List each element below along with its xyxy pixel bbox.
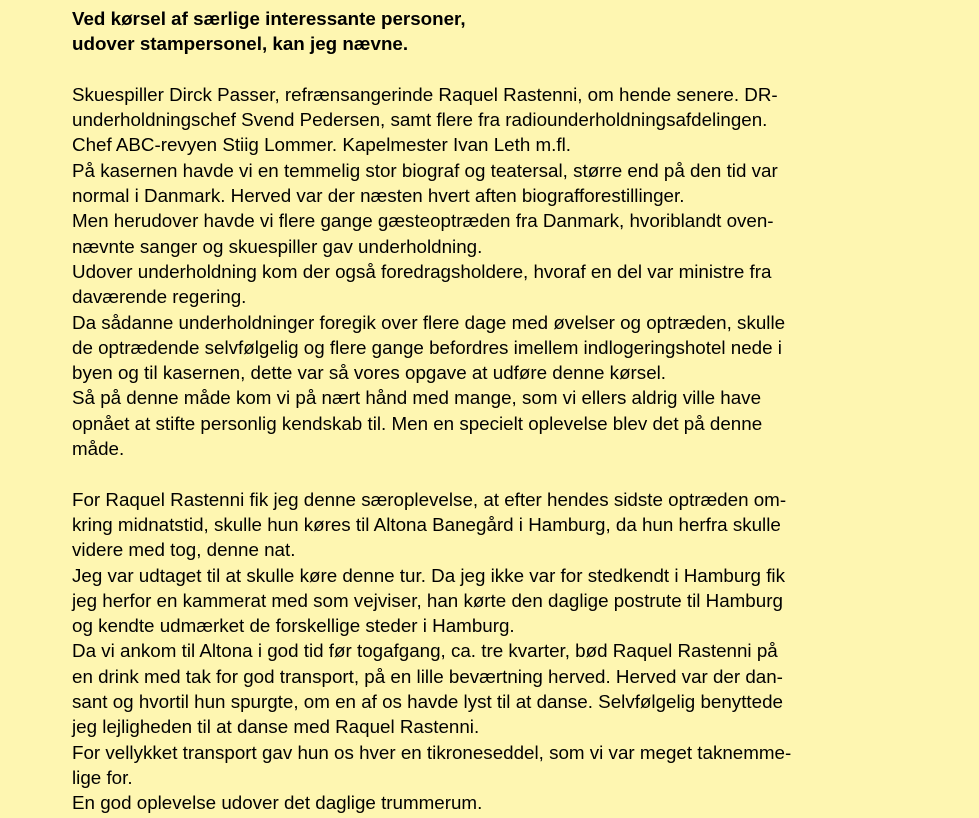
text-line: de optrædende selvfølgelig og flere gange befordres imellem indlogeringshotel nede i <box>72 336 782 358</box>
text-line: Så på denne måde kom vi på nært hånd med mange, som vi ellers aldrig ville have <box>72 387 762 409</box>
text-line: byen og til kasernen, dette var så vores opgave at udføre denne kørsel. <box>72 362 667 384</box>
text-line: Da vi ankom til Altona i god tid før togafgang, ca. tre kvarter, bød Raquel Rastenni på <box>72 640 778 662</box>
text-line: opnået at stifte personlig kendskab til. Men en specielt oplevelse blev det på denne <box>72 412 763 434</box>
text-line: For vellykket transport gav hun os hver en tikroneseddel, som vi var meget taknemme- <box>72 741 792 763</box>
heading-line: Ved kørsel af særlige interessante personer, <box>72 8 466 29</box>
document-heading <box>72 6 929 57</box>
text-line: og kendte udmærket de forskellige steder i Hamburg. <box>72 615 515 637</box>
text-line: Jeg var udtaget til at skulle køre denne tur. Da jeg ikke var for stedkendt i Hamburg fik <box>72 564 785 586</box>
text-line: daværende regering. <box>72 286 247 308</box>
text-line: en drink med tak for god transport, på en lille beværtning herved. Herved var der dan- <box>72 665 783 687</box>
text-line: En god oplevelse udover det daglige trummerum. <box>72 792 483 814</box>
blank-line <box>72 57 929 82</box>
paragraph-2 <box>72 487 929 816</box>
text-line: Men herudover havde vi flere gange gæsteoptræden fra Danmark, hvoriblandt oven- <box>72 210 774 232</box>
text-line: Da sådanne underholdninger foregik over flere dage med øvelser og optræden, skulle <box>72 311 786 333</box>
text-line: Udover underholdning kom der også foredragsholdere, hvoraf en del var ministre fra <box>72 260 772 282</box>
text-line: På kasernen havde vi en temmelig stor biograf og teatersal, større end på den tid var <box>72 159 778 181</box>
heading-line: udover stampersonel, kan jeg nævne. <box>72 33 409 55</box>
text-line: videre med tog, denne nat. <box>72 539 296 561</box>
text-line: sant og hvortil hun spurgte, om en af os havde lyst til at danse. Selvfølgelig benyttede <box>72 691 783 713</box>
text-line: Chef ABC-revyen Stiig Lommer. Kapelmester Ivan Leth m.fl. <box>72 134 571 156</box>
text-line: kring midnatstid, skulle hun køres til Altona Banegård i Hamburg, da hun herfra skulle <box>72 513 781 535</box>
paragraph-1 <box>72 82 929 461</box>
blank-line <box>72 461 929 486</box>
text-line: Skuespiller Dirck Passer, refrænsangerinde Raquel Rastenni, om hende senere. DR- <box>72 83 778 105</box>
text-line: lige for. <box>72 766 133 788</box>
text-line: normal i Danmark. Herved var der næsten hvert aften biografforestillinger. <box>72 185 685 207</box>
text-line: underholdningschef Svend Pedersen, samt flere fra radiounderholdningsafdelingen. <box>72 109 768 131</box>
text-line: jeg lejligheden til at danse med Raquel Rastenni. <box>72 716 480 738</box>
text-line: jeg herfor en kammerat med som vejviser, han kørte den daglige postrute til Hamburg <box>72 589 783 611</box>
text-line: nævnte sanger og skuespiller gav underholdning. <box>72 235 483 257</box>
text-line: For Raquel Rastenni fik jeg denne særoplevelse, at efter hendes sidste optræden om- <box>72 488 787 510</box>
text-line: måde. <box>72 438 125 460</box>
